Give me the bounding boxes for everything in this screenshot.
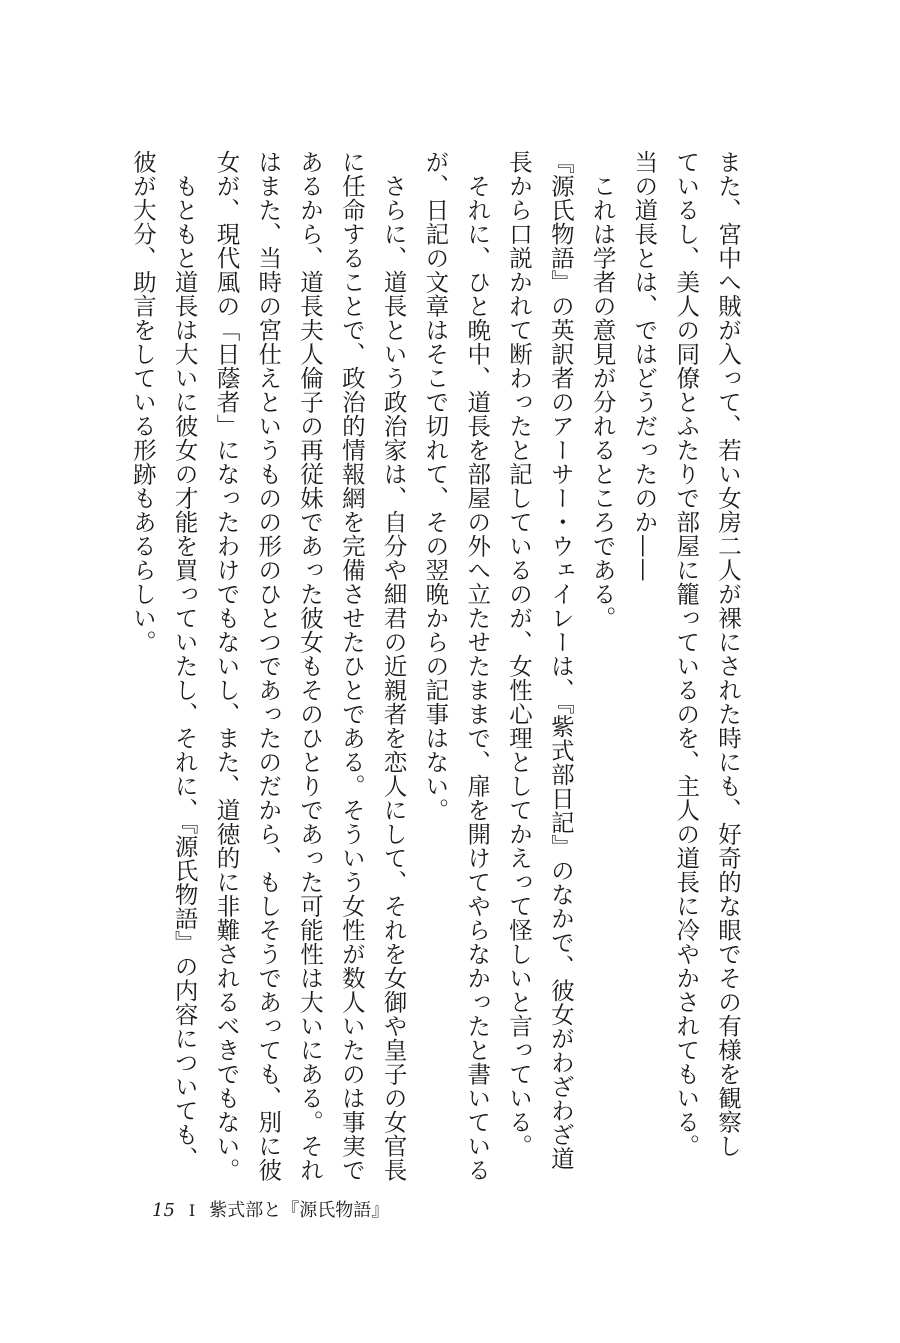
text-column: が、日記の文章はそこで切れて、その翌晩からの記事はない。	[421, 150, 450, 822]
text-column: 彼が大分、助言をしている形跡もあるらしい。	[128, 150, 157, 654]
text-column: 長から口説かれて断わったと記しているのが、女性心理としてかえって怪しいと言っている。	[505, 150, 534, 1158]
running-title: 紫式部と『源氏物語』	[209, 1200, 390, 1221]
vertical-body-text	[128, 150, 748, 1182]
text-column: また、宮中へ賊が入って、若い女房二人が裸にされた時にも、好奇的な眼でその有様を観察し	[714, 150, 742, 1158]
text-column: ているし、美人の同僚とふたりで部屋に籠っているのを、主人の道長に冷やかされてもいる。	[672, 150, 701, 1158]
text-column: さらに、道長という政治家は、自分や細君の近親者を恋人にして、それを女御や皇子の女官長	[379, 150, 408, 1182]
text-column: 女が、現代風の「日蔭者」になったわけでもないし、また、道徳的に非難されるべきでもない。	[212, 150, 241, 1182]
page-footer	[152, 1196, 389, 1222]
text-column: 当の道長とは、ではどうだったのか——	[630, 150, 659, 582]
text-column: 『源氏物語』の英訳者のアーサー・ウェイレーは、『紫式部日記』のなかで、彼女がわざわざ道	[546, 150, 575, 1171]
part-number: I	[188, 1201, 196, 1220]
text-column: これは学者の意見が分れるところである。	[588, 150, 617, 630]
text-column: に任命することで、政治的情報網を完備させたひとである。そういう女性が数人いたのは事実で	[337, 150, 366, 1182]
text-column: もともと道長は大いに彼女の才能を買っていたし、それに、『源氏物語』の内容についても、	[170, 150, 199, 1171]
text-column: それに、ひと晩中、道長を部屋の外へ立たせたままで、扉を開けてやらなかったと書いている	[463, 150, 492, 1182]
text-column: はまた、当時の宮仕えというものの形のひとつであったのだから、もしそうであっても、別に彼	[254, 150, 283, 1182]
text-column: あるから、道長夫人倫子の再従妹であった彼女もそのひとりであった可能性は大いにある。それ	[296, 150, 325, 1182]
page-number: 15	[152, 1200, 175, 1221]
